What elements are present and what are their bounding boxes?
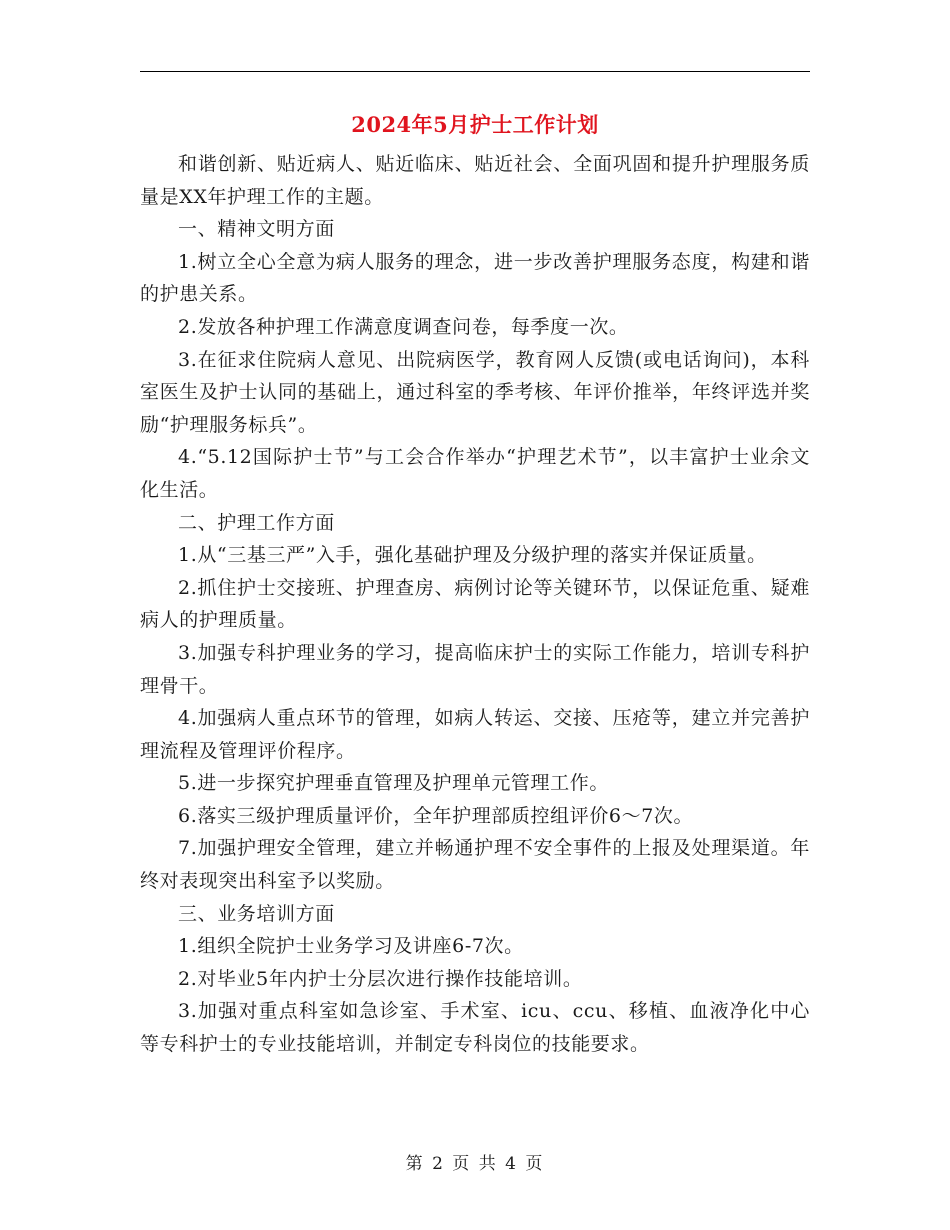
list-item: 2.对毕业5年内护士分层次进行操作技能培训。 [178,967,583,990]
list-item: 6.落实三级护理质量评价，全年护理部质控组评价6～7次。 [178,804,694,827]
section-heading-nursing: 二、护理工作方面 [178,511,335,534]
document-title: 2024年5月护士工作计划 [351,112,599,137]
list-item: 5.进一步探究护理垂直管理及护理单元管理工作。 [178,772,609,795]
section-heading-spiritual: 一、精神文明方面 [178,218,335,241]
list-item: 1.树立全心全意为病人服务的理念，进一步改善护理服务态度，构建和谐的护患关系。 [140,250,810,306]
list-item: 7.加强护理安全管理，建立并畅通护理不安全事件的上报及处理渠道。年终对表现突出科室予以奖励。 [140,837,810,893]
list-item: 1.组织全院护士业务学习及讲座6-7次。 [178,935,524,958]
list-item: 3.加强专科护理业务的学习，提高临床护士的实际工作能力，培训专科护理骨干。 [140,641,810,697]
list-item: 2.发放各种护理工作满意度调查问卷，每季度一次。 [178,315,629,338]
list-item: 1.从“三基三严”入手，强化基础护理及分级护理的落实并保证质量。 [178,544,767,567]
header-rule [140,71,810,72]
list-item: 2.抓住护士交接班、护理查房、病例讨论等关键环节，以保证危重、疑难病人的护理质量。 [140,576,810,632]
list-item: 4.“5.12国际护士节”与工会合作举办“护理艺术节”，以丰富护士业余文化生活。 [140,446,810,501]
list-item: 3.加强对重点科室如急诊室、手术室、icu、ccu、移植、血液净化中心等专科护士的专业技能培训，并制定专科岗位的技能要求。 [140,1000,810,1056]
list-item: 3.在征求住院病人意见、出院病医学，教育网人反馈(或电话询问)，本科室医生及护士认同的基础上，通过科室的季考核、年评价推举，年终评选并奖励“护理服务标兵”。 [140,348,810,436]
page-number-footer: 第 2 页 共 4 页 [405,1154,545,1174]
list-item: 4.加强病人重点环节的管理，如病人转运、交接、压疮等，建立并完善护理流程及管理评价程序。 [140,707,810,762]
document-body [140,148,810,1061]
intro-paragraph: 和谐创新、贴近病人、贴近临床、贴近社会、全面巩固和提升护理服务质量是XX年护理工作的主题。 [140,153,810,208]
section-heading-training: 三、业务培训方面 [178,902,335,925]
